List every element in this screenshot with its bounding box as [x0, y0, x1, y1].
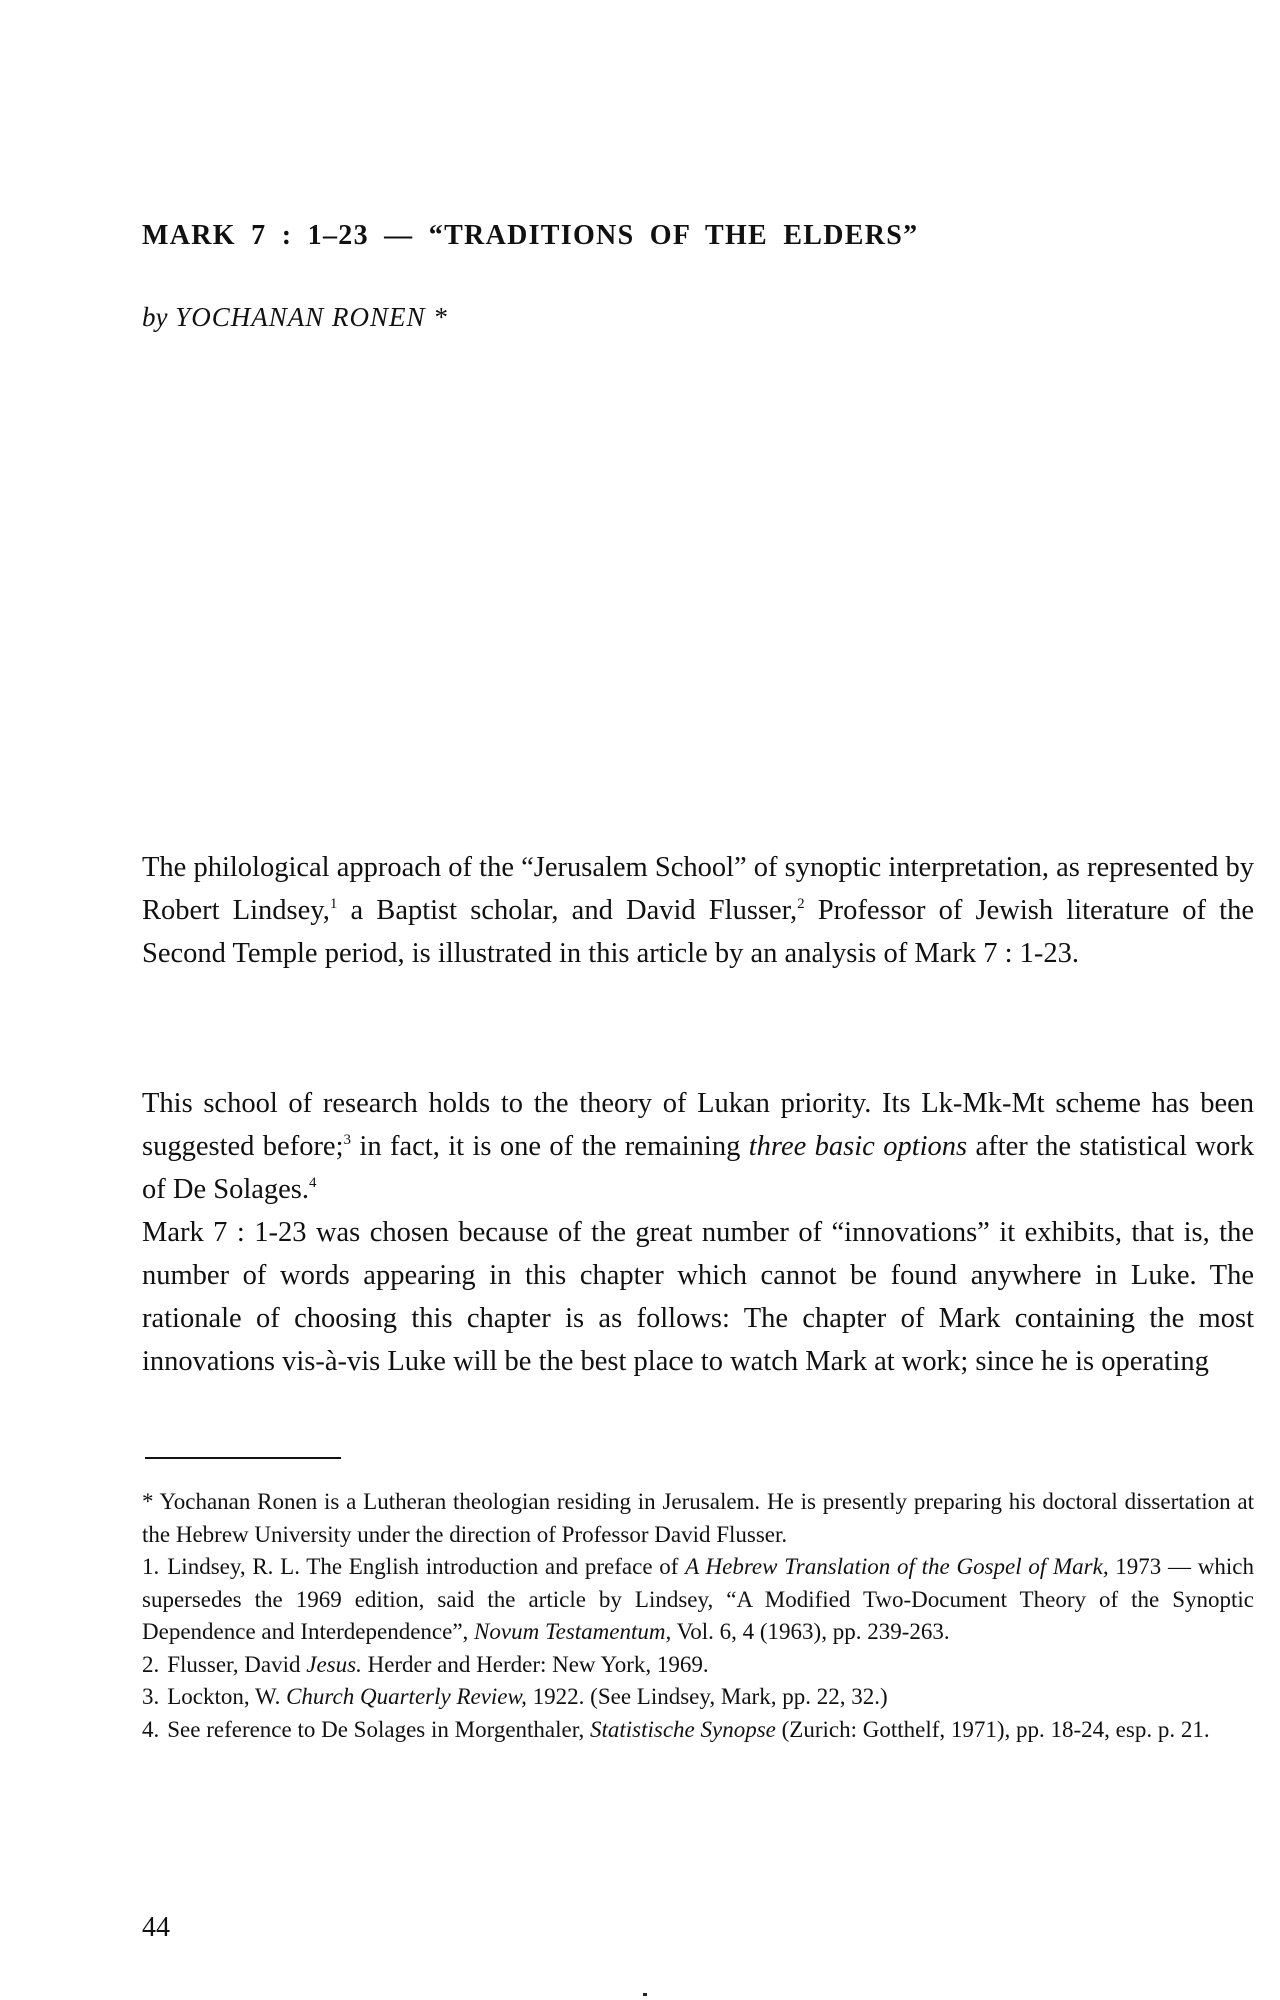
footnote-3-journal: Church Quarterly Review, — [286, 1684, 527, 1709]
footnote-4-number: 4. — [142, 1716, 160, 1742]
footnote-3-text-b: 1922. (See Lindsey, Mark, pp. 22, 32.) — [526, 1684, 888, 1709]
para2-text-c: after the statistical work of De Solages. — [142, 1131, 1254, 1205]
para1-text-c: Professor of Jewish literature of the Second Temple period, is illustrated in this article by an analysis of Mark 7 : 1-23. — [142, 895, 1254, 969]
para1-text-a: The philological approach of the “Jerusalem School” of synoptic interpretation, as represented by Robert Lindsey, — [142, 852, 1254, 926]
author-name: YOCHANAN RONEN — [175, 302, 426, 332]
footnotes — [142, 1486, 1254, 1746]
body-paragraph-2 — [142, 1082, 1254, 1211]
body-paragraph-3: Mark 7 : 1-23 was chosen because of the great number of “innovations” it exhibits, that is, the number of words appearing in this chapter which cannot be found anywhere in Luke. The rationale of choosing this chapter is as follows: The chapter of Mark containing the most innovations vis-à-vis Luke will be the best place to watch Mark at work; since he is operating — [142, 1217, 1254, 1377]
footnote-4 — [142, 1714, 1254, 1747]
para2-emphasis: three basic options — [748, 1131, 968, 1162]
footnote-4-book-title: Statistische Synopse — [589, 1716, 776, 1742]
page-number: 44 — [142, 1912, 170, 1943]
body-paragraph-1 — [142, 846, 1254, 975]
footnote-divider — [145, 1457, 341, 1459]
footnote-3-number: 3. — [142, 1684, 160, 1709]
para2-text-b: in fact, it is one of the remaining — [351, 1131, 749, 1162]
footnote-4-text-a: See reference to De Solages in Morgenthaler, — [167, 1716, 590, 1742]
scan-artifact-dot — [643, 1993, 647, 1996]
footnote-2-book-title: Jesus. — [306, 1651, 362, 1677]
para2-text-a: This school of research holds to the theory of Lukan priority. Its Lk-Mk-Mt scheme has been suggested before; — [142, 1088, 1254, 1162]
author-byline — [142, 302, 448, 333]
footnote-ref-3: 3 — [343, 1132, 352, 1148]
footnote-4-text-b: (Zurich: Gotthelf, 1971), pp. 18-24, esp. p. 21. — [775, 1716, 1210, 1742]
footnote-3 — [142, 1681, 1254, 1714]
footnote-star-text: Yochanan Ronen is a Lutheran theologian residing in Jerusalem. He is presently preparing his doctoral dissertation at the Hebrew University under the direction of Professor David Flusser. — [142, 1489, 1254, 1547]
footnote-star-mark: * — [142, 1489, 154, 1514]
footnote-ref-1: 1 — [329, 896, 338, 912]
para1-text-b: a Baptist scholar, and David Flusser, — [337, 895, 798, 926]
footnote-ref-2: 2 — [797, 896, 805, 912]
footnote-2-text-b: Herder and Herder: New York, 1969. — [361, 1651, 709, 1677]
footnote-1 — [142, 1551, 1254, 1649]
footnote-ref-4: 4 — [309, 1175, 317, 1191]
article-title: MARK 7 : 1–23 — “TRADITIONS OF THE ELDERS” — [142, 220, 919, 251]
footnote-1-book-title: A Hebrew Translation of the Gospel of Mark, — [685, 1554, 1109, 1579]
footnote-3-text-a: Lockton, W. — [167, 1684, 287, 1709]
footnote-1-text-b: 1973 — which supersedes the 1969 edition, said the article by Lindsey, “A Modified Two-Document Theory of the Synoptic Dependence and Interdependence”, — [142, 1554, 1254, 1644]
footnote-2 — [142, 1649, 1254, 1682]
footnote-2-number: 2. — [142, 1651, 160, 1677]
footnote-2-text-a: Flusser, David — [167, 1651, 307, 1677]
footnote-1-text-c: Vol. 6, 4 (1963), pp. 239-263. — [671, 1619, 950, 1644]
author-footnote-mark: * — [433, 302, 448, 332]
footnote-1-text-a: Lindsey, R. L. The English introduction and preface of — [167, 1554, 686, 1579]
footnote-author — [142, 1486, 1254, 1551]
footnote-1-journal: Novum Testamentum, — [474, 1619, 672, 1644]
byline-prefix: by — [142, 302, 168, 332]
footnote-1-number: 1. — [142, 1554, 160, 1579]
